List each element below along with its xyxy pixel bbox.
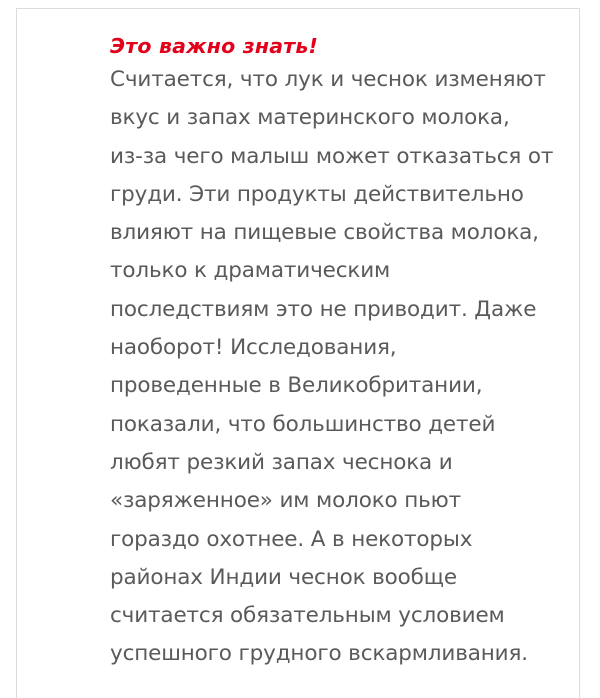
body-line: успешного грудного вскармливания. bbox=[110, 641, 528, 667]
body-line: из-за чего малыш может отказаться от bbox=[110, 143, 554, 169]
body-line: гораздо охотнее. А в некоторых bbox=[110, 526, 473, 552]
body-line: только к драматическим bbox=[110, 258, 391, 284]
body-line: любят резкий запах чеснока и bbox=[110, 449, 453, 475]
body-line: груди. Эти продукты действительно bbox=[110, 181, 524, 207]
note-heading: Это важно знать! bbox=[110, 34, 319, 58]
note-content bbox=[110, 33, 580, 674]
body-line: считается обязательным условием bbox=[110, 603, 505, 629]
note-body bbox=[110, 61, 580, 674]
body-line: вкус и запах материнского молока, bbox=[110, 105, 510, 131]
body-line: Считается, что лук и чеснок изменяют bbox=[110, 67, 546, 92]
body-line: «заряженное» им молоко пьют bbox=[110, 488, 461, 514]
body-line: проведенные в Великобритании, bbox=[110, 373, 483, 399]
body-line: последствиям это не приводит. Даже bbox=[110, 296, 537, 322]
body-line: влияют на пищевые свойства молока, bbox=[110, 220, 539, 246]
body-line: показали, что большинство детей bbox=[110, 411, 496, 437]
body-line: районах Индии чеснок вообще bbox=[110, 564, 457, 590]
body-line: наоборот! Исследования, bbox=[110, 335, 397, 361]
